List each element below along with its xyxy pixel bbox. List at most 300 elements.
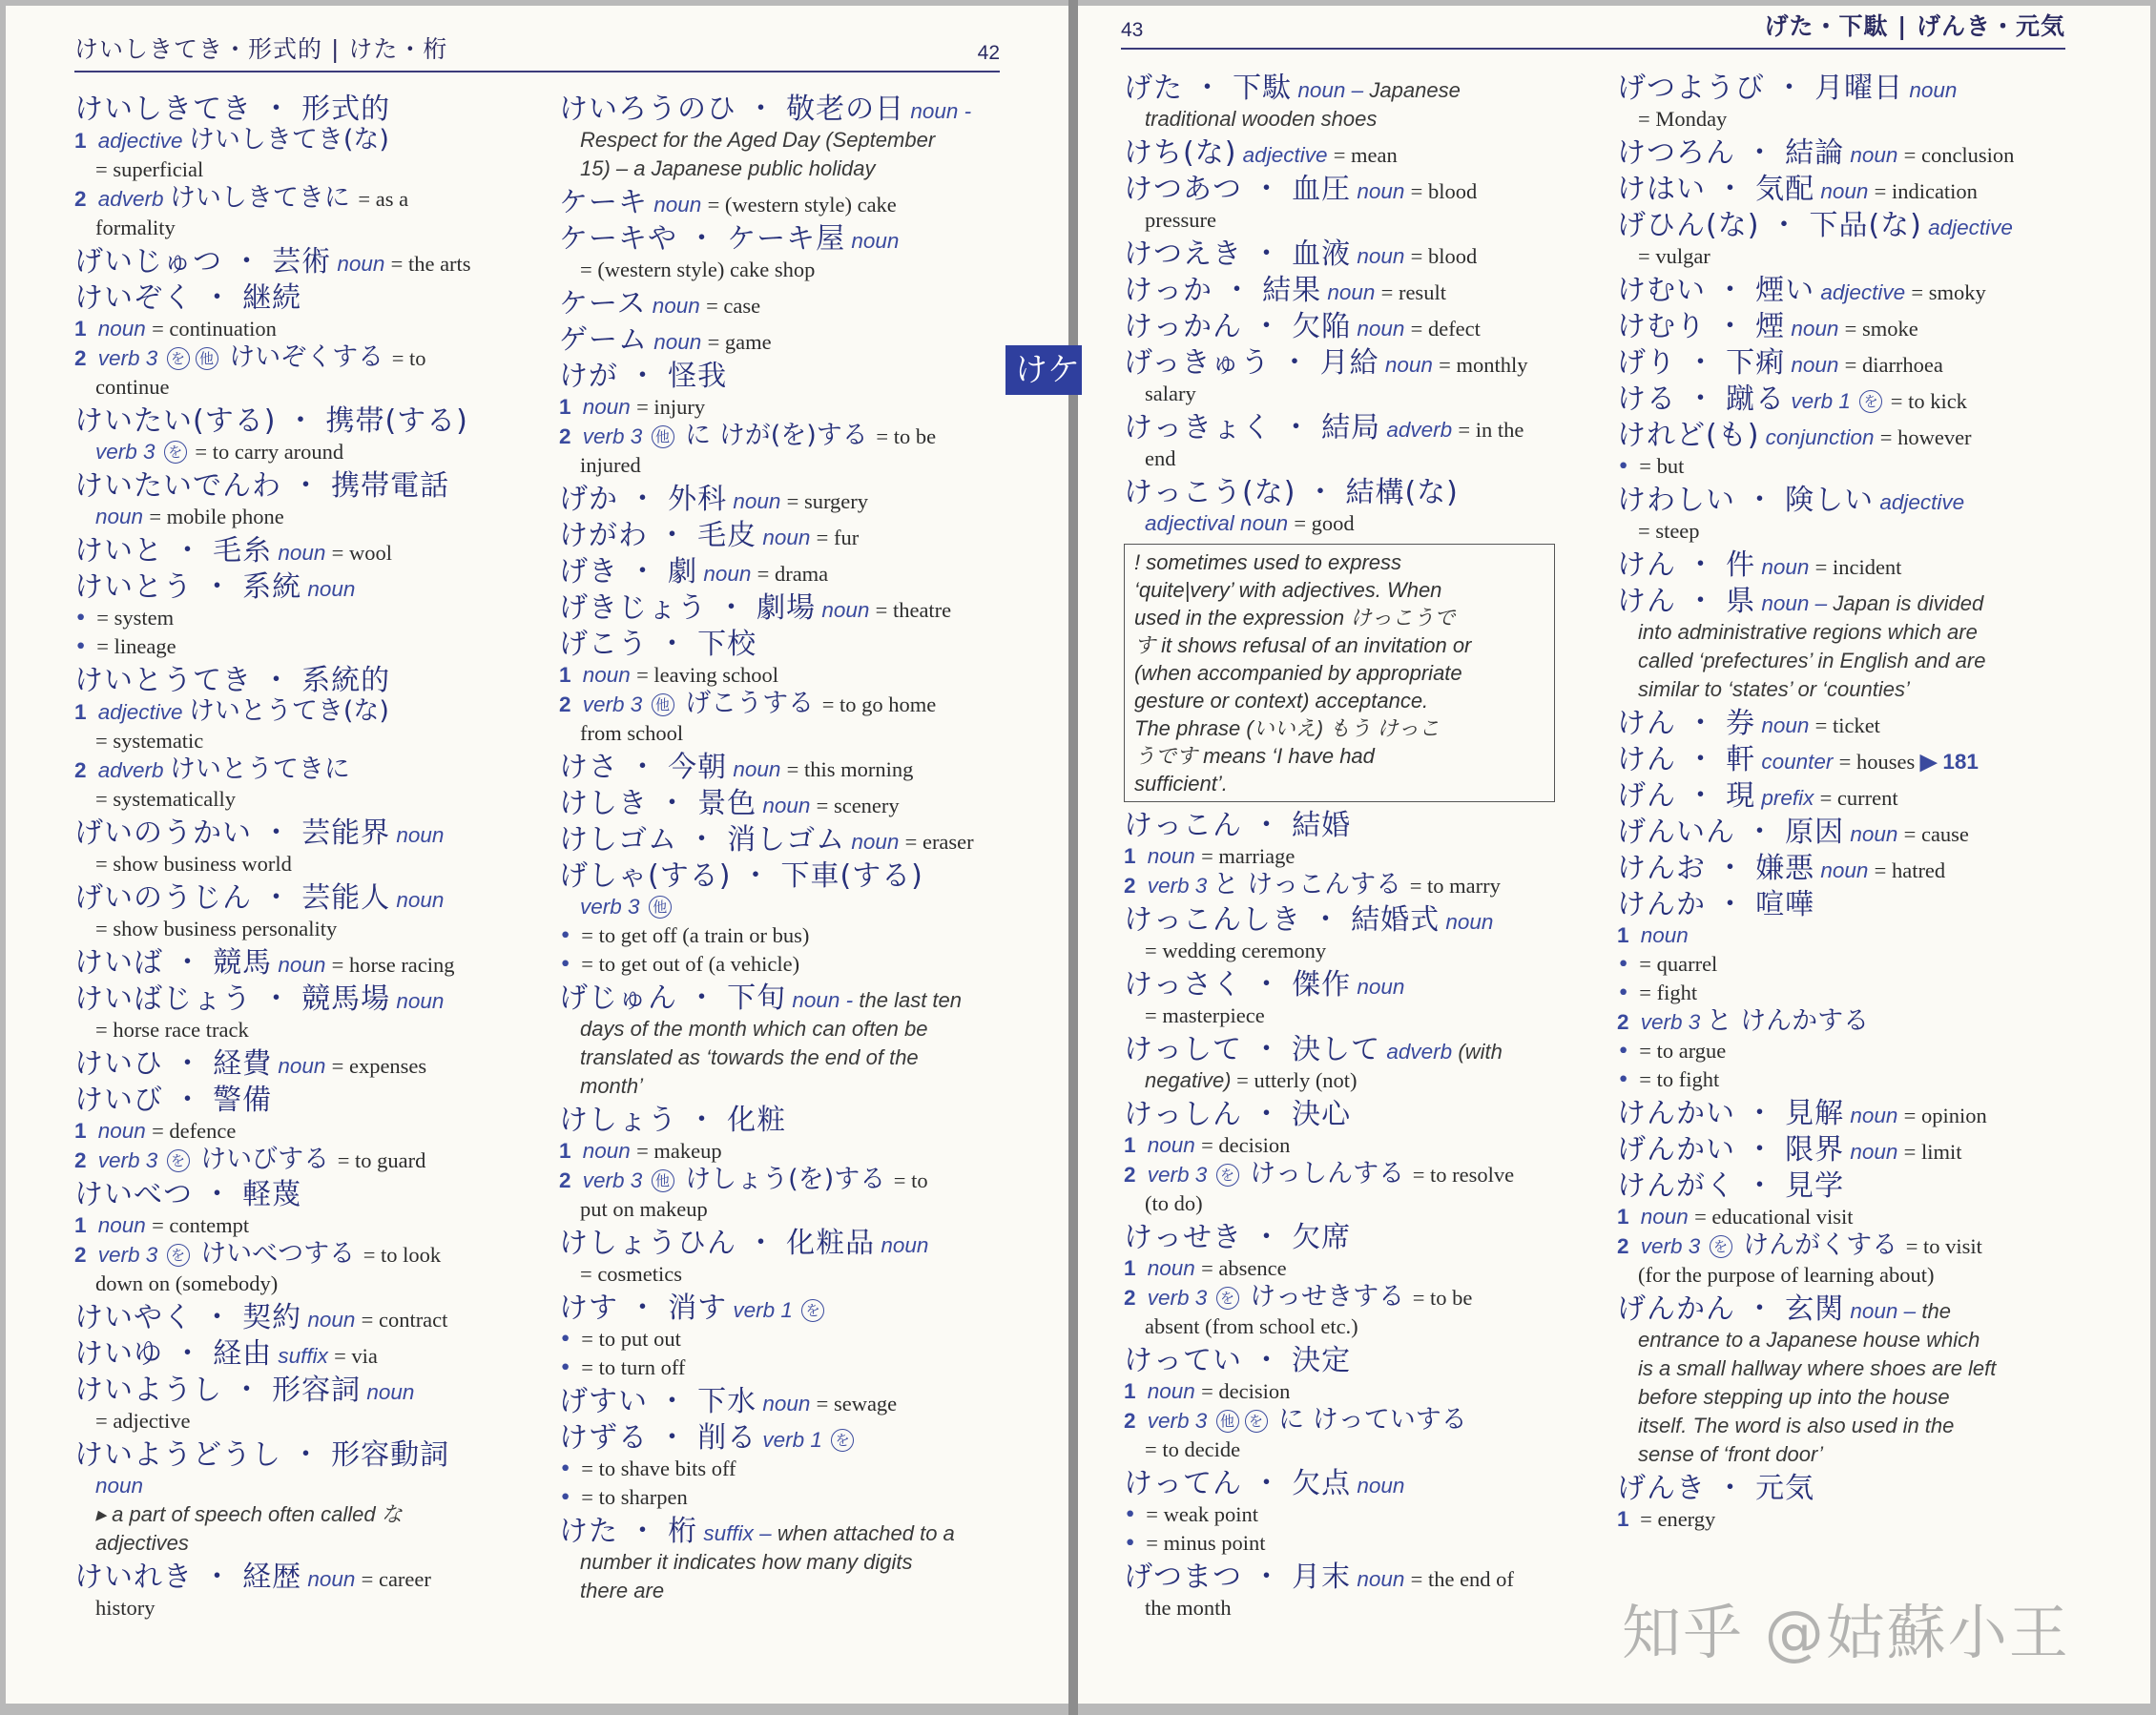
headword: けむい ・ 煙い (1617, 274, 1815, 307)
entry-line (1617, 1007, 2080, 1037)
gloss: = to get off (a train or bus) (581, 923, 810, 947)
headword: けん ・ 券 (1617, 707, 1756, 740)
part-of-speech: noun (390, 823, 445, 847)
dictionary-entry (74, 946, 494, 980)
dictionary-entry (559, 323, 1007, 357)
gloss: = contempt (152, 1213, 250, 1237)
japanese-form: に けが(を)する (676, 421, 877, 450)
gloss: = (western style) cake (707, 193, 897, 217)
japanese-form: けいとうてき(な) (188, 696, 389, 726)
dictionary-entry (1124, 173, 1570, 235)
right-column-2 (1617, 74, 2080, 1539)
usage-note: ▸ a part of speech often called な (95, 1502, 403, 1526)
entry-headline (559, 1385, 1007, 1418)
note-box-line: gesture or context) acceptance. (1134, 689, 1429, 713)
part-of-speech: noun (92, 1119, 153, 1143)
dictionary-entry (74, 816, 494, 878)
part-of-speech: suffix (272, 1344, 335, 1368)
part-of-speech: noun (1814, 179, 1875, 203)
particle-circle: 他 (649, 896, 672, 919)
entry-line (74, 1016, 494, 1044)
dictionary-entry (74, 1301, 494, 1334)
dictionary-entry (1617, 74, 2080, 134)
gloss: = limit (1903, 1140, 1962, 1164)
dictionary-entry (1124, 136, 1570, 170)
part-of-speech: noun (845, 830, 905, 854)
part-of-speech: noun (1844, 822, 1904, 846)
entry-headline (559, 1515, 1007, 1548)
entry-headline (1617, 1292, 2080, 1326)
headword: げいのうじん ・ 芸能人 (74, 881, 391, 915)
sense-number: 2 (74, 187, 87, 211)
headword: けしき ・ 景色 (559, 787, 757, 820)
sense-number: 1 (559, 395, 571, 419)
gloss: = Monday (1638, 107, 1728, 131)
part-of-speech: noun (361, 1380, 415, 1404)
part-of-speech: verb 3 (1634, 1010, 1707, 1034)
entry-headline (74, 281, 494, 315)
headword: げきじょう ・ 劇場 (559, 591, 817, 625)
left-page-number: 42 (977, 42, 1000, 64)
part-of-speech: noun (646, 294, 707, 318)
gloss: = cosmetics (580, 1262, 683, 1286)
entry-headline (559, 751, 1007, 784)
entry-headline (559, 630, 1007, 661)
entry-headline (1124, 1467, 1570, 1500)
japanese-form: に けっていする (1270, 1405, 1467, 1435)
headword: けわしい ・ 険しい (1617, 484, 1875, 517)
headword: けん ・ 件 (1617, 548, 1756, 582)
particle-circle: 他 (1216, 1410, 1239, 1433)
part-of-speech: adjective (1874, 490, 1965, 514)
gloss: = eraser (904, 830, 974, 854)
entry-headline (559, 1291, 1007, 1325)
headword: けす ・ 消す (559, 1291, 728, 1325)
part-of-speech: adverb (1380, 1040, 1459, 1064)
dictionary-entry (1124, 968, 1570, 1030)
entry-headline (1617, 419, 2080, 452)
watermark: 知乎 @姑蘇小王 (1622, 1598, 2070, 1667)
headword: げり ・ 下痢 (1617, 346, 1786, 380)
sense-number: 1 (1617, 1507, 1629, 1531)
entry-headline (74, 404, 494, 438)
entry-line (1124, 1131, 1570, 1160)
entry-line (1124, 206, 1570, 235)
part-of-speech: verb 3 (1141, 1409, 1213, 1433)
entry-headline (1617, 707, 2080, 740)
entry-headline (74, 881, 494, 915)
entry-line (74, 604, 494, 632)
dictionary-entry (74, 982, 494, 1044)
gloss: = theatre (875, 598, 952, 622)
particle-circle: 他 (652, 693, 674, 716)
left-page (6, 6, 1068, 1704)
dictionary-entry (74, 281, 494, 402)
headword: けんお ・ 嫌悪 (1617, 852, 1815, 885)
gloss: = to shave bits off (581, 1457, 736, 1480)
left-running-head-text: けいしきてき・形式的 | けた・桁 (74, 35, 448, 63)
gloss: = the end of (1410, 1567, 1514, 1591)
dictionary-entry (1124, 411, 1570, 473)
headword: けいとうてき ・ 系統的 (74, 664, 391, 697)
gloss: (to do) (1145, 1191, 1203, 1215)
entry-line (1124, 1002, 1570, 1030)
entry-headline (559, 823, 1007, 857)
part-of-speech: noun (1844, 1104, 1904, 1127)
gloss: = adjective (95, 1409, 191, 1433)
entry-line (559, 893, 1007, 921)
entry-headline (559, 981, 1007, 1015)
usage-note: Respect for the Aged Day (September (580, 128, 936, 152)
entry-line (1124, 1254, 1570, 1283)
entry-headline (1617, 852, 2080, 885)
dictionary-entry (1617, 209, 2080, 271)
entry-headline (559, 1421, 1007, 1455)
gloss: = decision (1201, 1133, 1291, 1157)
dictionary-entry (1124, 1033, 1570, 1095)
usage-note: (with (1458, 1040, 1503, 1064)
part-of-speech: verb 3 (576, 1168, 649, 1192)
entry-line (1617, 1326, 2080, 1354)
headword: けいしきてき ・ 形式的 (74, 93, 391, 126)
entry-headline (1124, 1560, 1570, 1594)
dictionary-entry (1124, 310, 1570, 343)
entry-line (1617, 452, 2080, 481)
headword: げんき ・ 元気 (1617, 1472, 1815, 1505)
gloss: = lineage (96, 634, 176, 658)
gloss: = opinion (1903, 1104, 1987, 1127)
entry-line (74, 126, 494, 155)
entry-line (1617, 1412, 2080, 1440)
part-of-speech: noun (1321, 280, 1381, 304)
entry-headline (74, 534, 494, 568)
headword: けっこん ・ 結婚 (1124, 809, 1352, 842)
entry-line (1124, 1406, 1570, 1436)
gloss: = mobile phone (149, 505, 284, 528)
particle-circle: を (1859, 390, 1882, 413)
entry-headline (74, 946, 494, 980)
japanese-form: と けっこんする (1213, 870, 1410, 899)
entry-headline (1124, 136, 1570, 170)
part-of-speech: noun (576, 1139, 637, 1163)
entry-line (559, 661, 1007, 690)
entry-line (1124, 937, 1570, 965)
part-of-speech: verb 3 (1634, 1234, 1707, 1258)
part-of-speech: noun (301, 1308, 362, 1332)
entry-headline (74, 245, 494, 279)
sense-number: 1 (1617, 1205, 1629, 1229)
gloss: = quarrel (1639, 952, 1718, 976)
entry-headline (1124, 1033, 1570, 1066)
usage-note: sense of ‘front door’ (1638, 1442, 1824, 1466)
japanese-form: けいとうてきに (169, 754, 350, 784)
japanese-form: けしょう(を)する (676, 1165, 894, 1194)
bullet: • (559, 1327, 572, 1352)
part-of-speech: verb 3 (92, 346, 164, 370)
part-of-speech: noun - (786, 988, 860, 1012)
entry-headline (1617, 486, 2080, 517)
japanese-form: けいびする (192, 1145, 338, 1174)
part-of-speech: noun (1634, 1205, 1695, 1229)
part-of-speech: noun (272, 1054, 332, 1078)
gloss: = the arts (390, 252, 471, 276)
gloss: = hatred (1874, 858, 1946, 882)
headword: けっか ・ 結果 (1124, 274, 1322, 307)
entry-headline (74, 816, 494, 850)
entry-line (559, 1166, 1007, 1195)
entry-line (559, 1043, 1007, 1072)
part-of-speech: prefix (1755, 786, 1820, 810)
headword: けはい ・ 気配 (1617, 173, 1815, 206)
dictionary-entry (1617, 419, 2080, 481)
usage-note: traditional wooden shoes (1145, 107, 1378, 131)
entry-line (74, 155, 494, 184)
headword: けいゆ ・ 経由 (74, 1337, 273, 1371)
entry-headline (1617, 136, 2080, 170)
sense-number: 2 (559, 424, 571, 448)
usage-note: similar to ‘states’ or ‘counties’ (1638, 677, 1910, 701)
gloss: formality (95, 216, 176, 239)
entry-headline (559, 591, 1007, 625)
entry-line (559, 1455, 1007, 1483)
entry-line (1124, 444, 1570, 473)
headword: げつまつ ・ 月末 (1124, 1560, 1352, 1594)
sense-number: 2 (559, 1168, 571, 1192)
part-of-speech: adverb (1380, 418, 1459, 442)
part-of-speech: noun (1785, 317, 1845, 341)
entry-headline (74, 664, 494, 697)
headword: けっさく ・ 傑作 (1124, 968, 1352, 1002)
bullet: • (1124, 1531, 1137, 1556)
japanese-form: けんがくする (1734, 1230, 1906, 1260)
dictionary-entry (1617, 743, 2080, 776)
japanese-form: げこうする (676, 689, 822, 718)
gloss: = wool (331, 541, 392, 565)
entry-headline (1617, 1097, 2080, 1130)
entry-line (1617, 675, 2080, 704)
usage-note: Japanese (1369, 78, 1461, 102)
entry-headline (1617, 585, 2080, 618)
entry-headline (559, 222, 1007, 256)
headword: げっきゅう ・ 月給 (1124, 346, 1379, 380)
entry-headline (1617, 274, 2080, 307)
gloss: = utterly (not) (1231, 1068, 1358, 1092)
part-of-speech: noun (1844, 143, 1904, 167)
dictionary-entry (559, 95, 1007, 183)
dictionary-entry (559, 751, 1007, 784)
entry-headline (1124, 1098, 1570, 1131)
dictionary-entry (74, 1376, 494, 1436)
part-of-speech: noun (331, 252, 391, 276)
sense-number: 2 (74, 758, 87, 782)
headword: けっかん ・ 欠陥 (1124, 310, 1352, 343)
gloss: = good (1294, 511, 1355, 535)
dictionary-entry (559, 1515, 1007, 1605)
headword: けいたい(する) ・ 携帯(する) (74, 404, 468, 438)
particle-circle: 他 (652, 425, 674, 448)
dictionary-entry (1617, 852, 2080, 885)
entry-line (74, 1240, 494, 1270)
part-of-speech: noun – (1292, 78, 1370, 102)
dictionary-entry (559, 222, 1007, 284)
gloss: = monthly (1439, 353, 1528, 377)
part-of-speech: adverb (92, 187, 170, 211)
part-of-speech: noun (757, 1392, 817, 1415)
particle-circle: を (801, 1299, 824, 1322)
usage-note: adjectives (95, 1531, 189, 1555)
dictionary-entry (74, 1047, 494, 1081)
sense-number: 2 (1617, 1010, 1629, 1034)
sense-number: 1 (559, 663, 571, 687)
part-of-speech: noun (1141, 1133, 1202, 1157)
particle-circle: を (831, 1429, 854, 1452)
gloss: = marriage (1201, 844, 1296, 868)
entry-headline (74, 982, 494, 1016)
dictionary-entry (1124, 346, 1570, 408)
entry-line (74, 1500, 494, 1529)
bullet: • (1617, 952, 1630, 977)
headword: けいようし ・ 形容詞 (74, 1374, 362, 1407)
headword: げんかん ・ 玄関 (1617, 1292, 1845, 1326)
dictionary-entry (1124, 809, 1570, 900)
dictionary-entry (1124, 1344, 1570, 1464)
headword: けしょうひん ・ 化粧品 (559, 1227, 876, 1260)
gloss: = to fight (1639, 1067, 1720, 1091)
usage-note: the last ten (859, 988, 963, 1012)
headword: けんがく ・ 見学 (1617, 1169, 1845, 1203)
entry-headline (1617, 173, 2080, 206)
entry-line (74, 373, 494, 402)
dictionary-entry (1124, 903, 1570, 965)
entry-line (74, 503, 494, 531)
dictionary-entry (559, 1385, 1007, 1418)
entry-headline (559, 483, 1007, 516)
dictionary-entry (1124, 74, 1570, 134)
part-of-speech: adjectival noun (1145, 511, 1295, 535)
sense-number: 2 (1124, 874, 1136, 898)
entry-line (74, 343, 494, 373)
entry-line (1617, 1383, 2080, 1412)
entry-headline (559, 323, 1007, 357)
sense-number: 2 (74, 1243, 87, 1267)
dictionary-entry (74, 1086, 494, 1175)
particle-circle: を (164, 441, 187, 464)
gloss: = to look (363, 1243, 442, 1267)
entry-headline (1617, 346, 2080, 380)
entry-headline (74, 1178, 494, 1211)
entry-line (1617, 618, 2080, 647)
gloss: = ticket (1814, 713, 1880, 737)
entry-headline (74, 95, 494, 126)
headword: けつえき ・ 血液 (1124, 238, 1352, 271)
entry-line (74, 1117, 494, 1146)
left-column-2 (559, 95, 1007, 1611)
sense-number: 1 (1124, 1256, 1136, 1280)
gloss: (for the purpose of learning about) (1638, 1263, 1935, 1287)
headword: けいと ・ 毛糸 (74, 534, 273, 568)
thumb-index-tab[interactable]: けケ (1005, 345, 1082, 395)
particle-circle: を (167, 1149, 190, 1172)
gloss: pressure (1145, 208, 1216, 232)
gloss: down on (somebody) (95, 1271, 279, 1295)
entry-line (74, 915, 494, 943)
gloss: = to resolve (1412, 1163, 1515, 1187)
headword: げか ・ 外科 (559, 483, 728, 516)
part-of-speech: verb 3 (92, 1148, 164, 1172)
headword: げつようび ・ 月曜日 (1617, 72, 1904, 105)
entry-headline (559, 859, 1007, 893)
headword: げんかい ・ 限界 (1617, 1133, 1845, 1167)
dictionary-entry (559, 787, 1007, 820)
part-of-speech: noun (301, 1567, 362, 1591)
entry-headline (1124, 476, 1570, 509)
headword: けっきょく ・ 結局 (1124, 411, 1381, 444)
dictionary-entry (1617, 486, 2080, 546)
part-of-speech: noun (1351, 317, 1411, 341)
entry-line (559, 690, 1007, 719)
part-of-speech: noun (92, 317, 153, 341)
part-of-speech: noun – (1755, 591, 1834, 615)
dictionary-entry (1617, 173, 2080, 206)
entry-headline (1124, 310, 1570, 343)
bullet: • (559, 952, 572, 977)
gloss: = absence (1201, 1256, 1287, 1280)
gloss: = to be (876, 424, 937, 448)
dictionary-entry (1124, 1098, 1570, 1218)
usage-note: is a small hallway where shoes are left (1638, 1356, 1997, 1380)
part-of-speech: adjective (92, 700, 189, 724)
headword: けっしん ・ 決心 (1124, 1098, 1352, 1131)
entry-headline (74, 1560, 494, 1594)
entry-line (1124, 1377, 1570, 1406)
entry-line (74, 785, 494, 814)
gloss: = to put out (581, 1327, 681, 1351)
entry-line (1617, 950, 2080, 979)
part-of-speech: noun (1351, 244, 1411, 268)
gloss: = makeup (636, 1139, 722, 1163)
entry-line (559, 719, 1007, 748)
gloss: = mean (1333, 143, 1398, 167)
entry-line (559, 950, 1007, 979)
dictionary-entry (1617, 548, 2080, 582)
entry-line (559, 1577, 1007, 1605)
entry-line (74, 1529, 494, 1558)
part-of-speech: noun (648, 193, 708, 217)
gloss: = current (1819, 786, 1898, 810)
headword: げすい ・ 下水 (559, 1385, 757, 1418)
entry-headline (559, 555, 1007, 589)
entry-line (74, 1407, 494, 1436)
right-running-head (1121, 8, 2065, 50)
sense-number: 1 (559, 1139, 571, 1163)
entry-headline (559, 519, 1007, 552)
usage-note: translated as ‘towards the end of the (580, 1045, 919, 1069)
particle-circle: を (167, 1244, 190, 1267)
entry-headline (1617, 548, 2080, 582)
note-box-line: うです means ‘I have had (1134, 744, 1375, 768)
right-page (1078, 6, 2150, 1704)
gloss: = to visit (1905, 1234, 1982, 1258)
headword: けんか ・ 喧嘩 (1617, 888, 1815, 921)
gloss: = scenery (816, 794, 900, 817)
gloss: = fight (1639, 981, 1698, 1004)
entry-line (559, 155, 1007, 183)
headword: けしゴム ・ 消しゴム (559, 823, 846, 857)
entry-line (1124, 871, 1570, 900)
japanese-form: けっしんする (1241, 1159, 1413, 1188)
part-of-speech: noun (272, 541, 332, 565)
part-of-speech: noun (1634, 923, 1689, 947)
